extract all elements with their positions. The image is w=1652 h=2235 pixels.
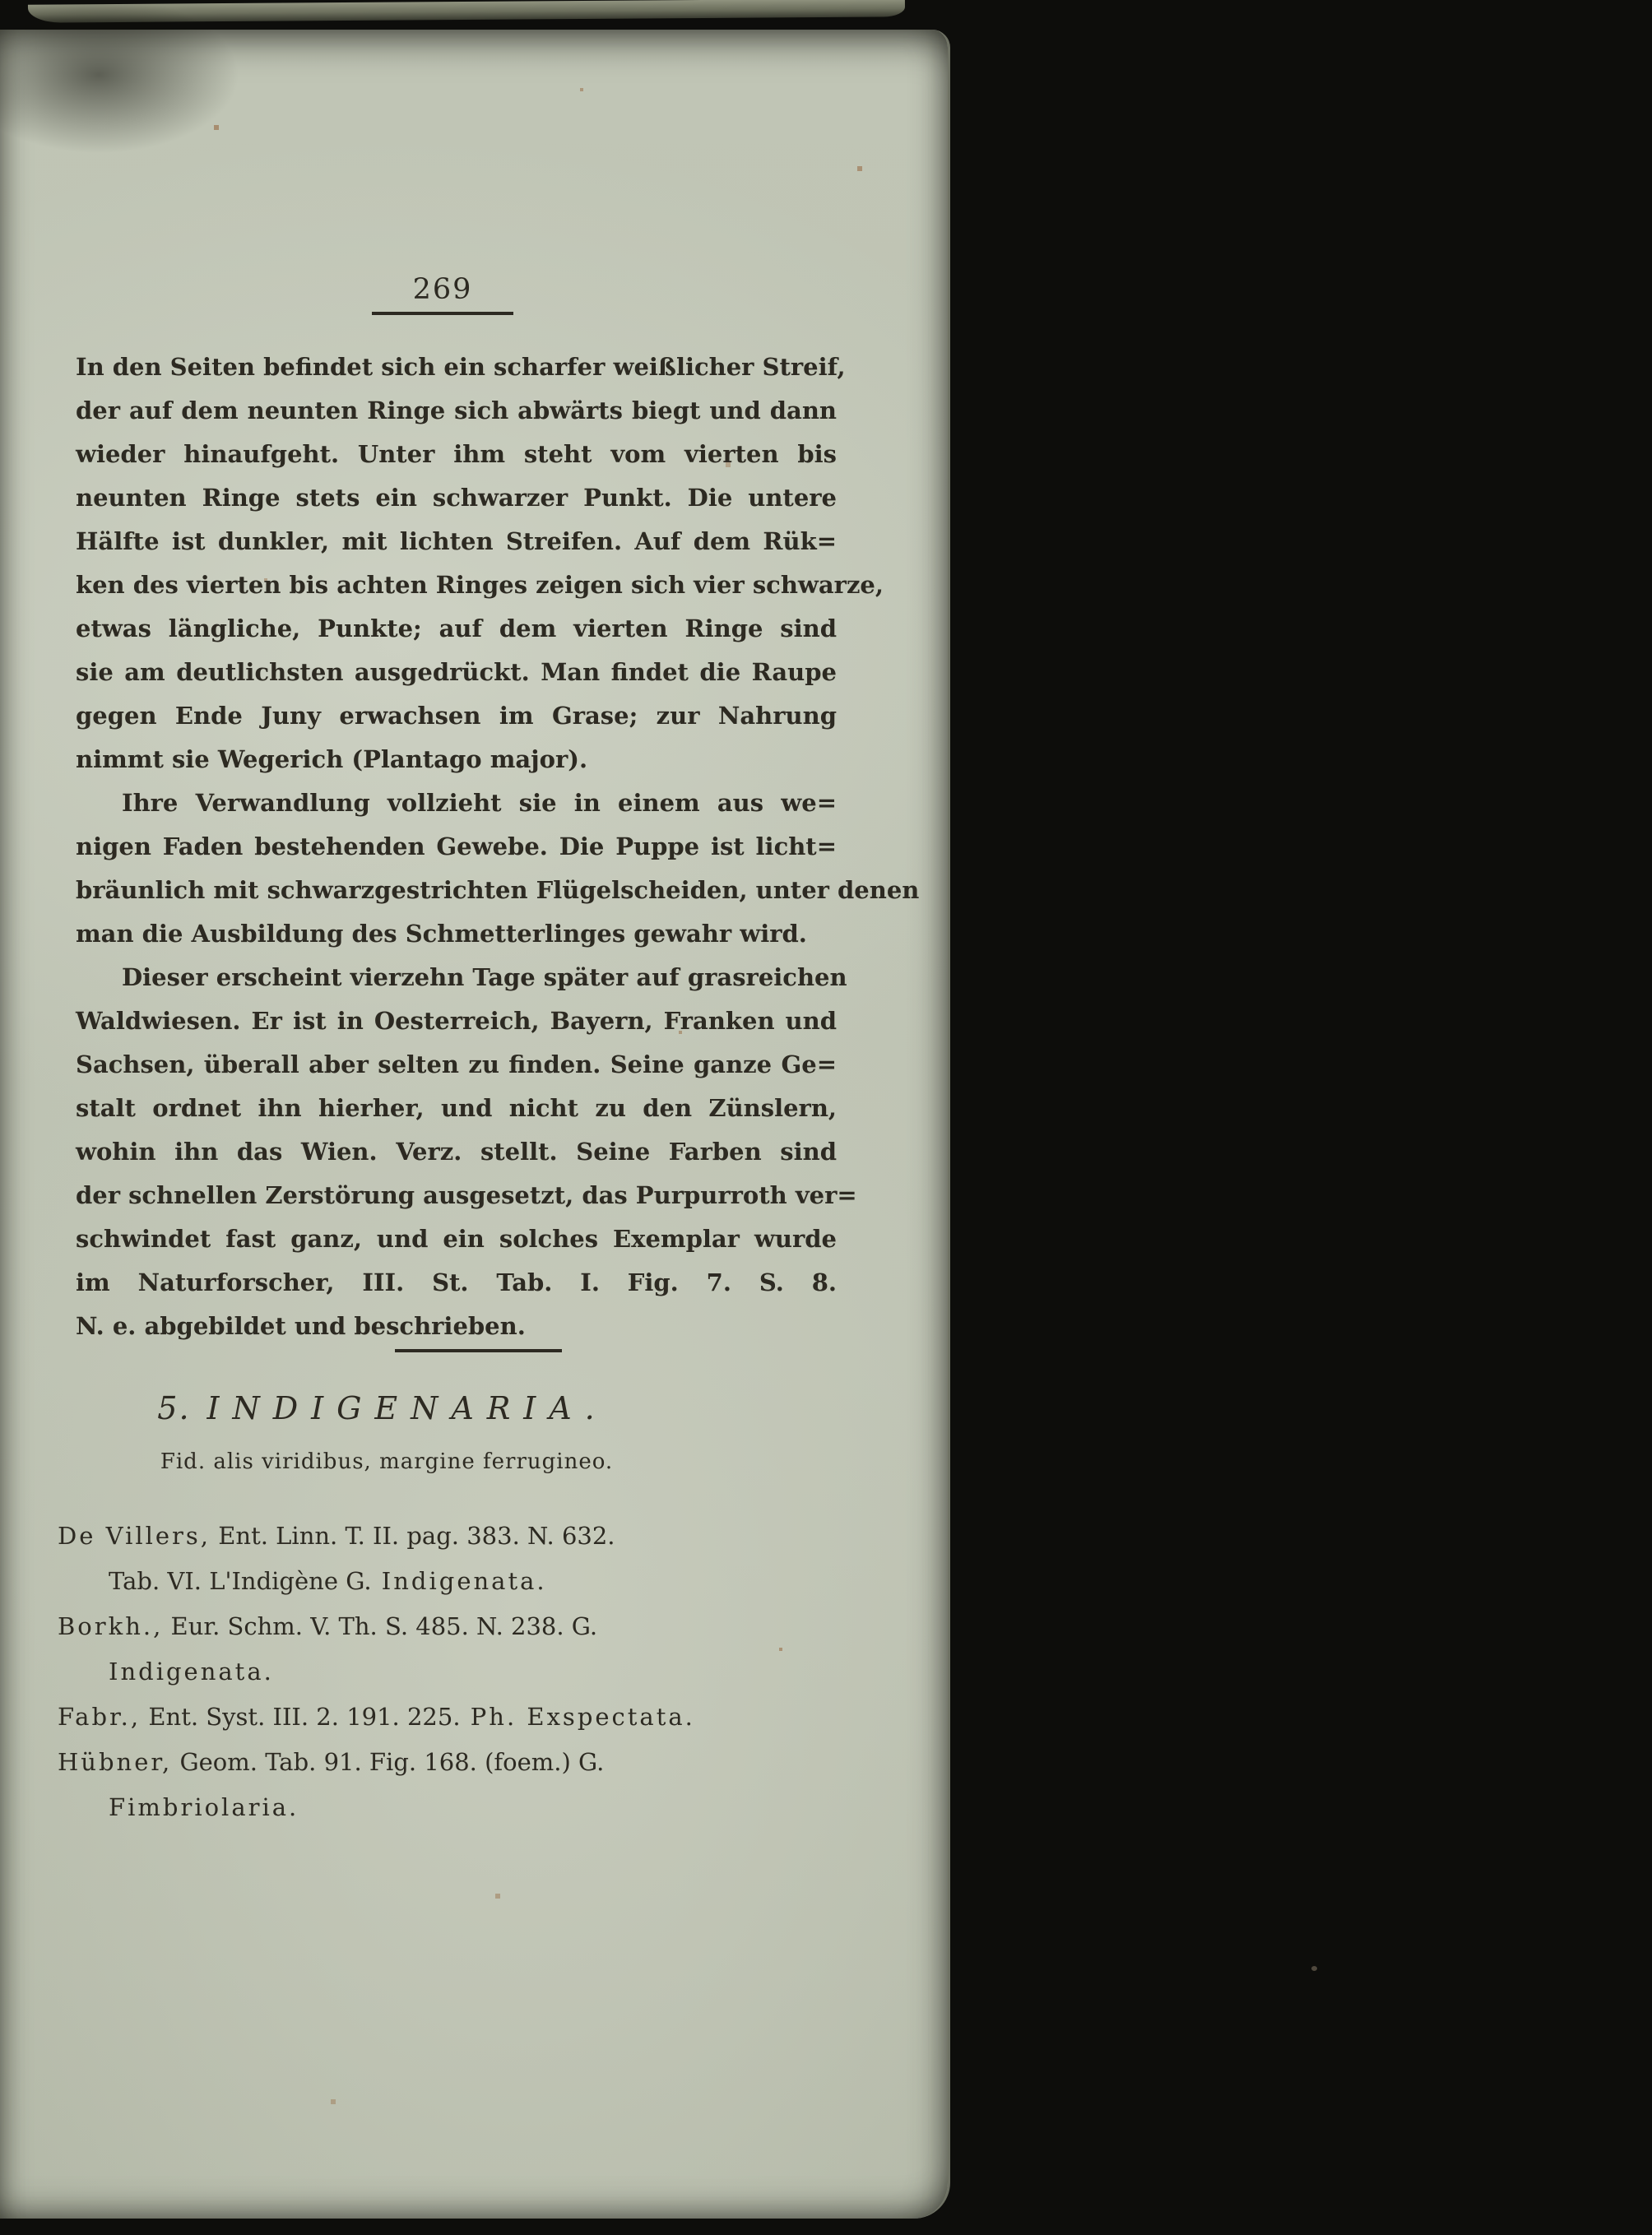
paper-speckles: [0, 30, 2, 31]
text-line: Waldwiesen. Er ist in Oesterreich, Bayern, Franken und: [76, 1007, 837, 1035]
book-page: [0, 30, 950, 2219]
citation-text: Ent. Syst. III. 2. 191. 225.: [141, 1703, 461, 1731]
bibliography-line: [58, 1514, 847, 1559]
citation-text: Eur. Schm. V. Th. S. 485. N. 238. G.: [163, 1612, 598, 1640]
text-line: man die Ausbildung des Schmetterlinges gewahr wird.: [76, 920, 807, 948]
citation-text: Tab. VI. L'Indigène G.: [109, 1567, 372, 1595]
text-line: gegen Ende Juny erwachsen im Grase; zur Nahrung: [76, 702, 837, 730]
paragraph-1: [76, 345, 884, 781]
text-line: stalt ordnet ihn hierher, und nicht zu den Zünslern,: [76, 1094, 837, 1122]
body-text: [76, 345, 920, 1348]
text-line: nimmt sie Wegerich (Plantago major).: [76, 745, 588, 773]
author-name: De Villers,: [58, 1522, 211, 1550]
text-line: Dieser erscheint vierzehn Tage später auf grasreichen: [122, 963, 847, 991]
text-line: der schnellen Zerstörung ausgesetzt, das Purpurroth ver=: [76, 1181, 857, 1209]
paragraph-3: [76, 956, 857, 1348]
section-number: 5.: [157, 1390, 191, 1426]
text-line: Sachsen, überall aber selten zu finden. Seine ganze Ge=: [76, 1050, 837, 1078]
text-line: etwas längliche, Punkte; auf dem vierten Ringe sind: [76, 614, 837, 642]
text-line: sie am deutlichsten ausgedrückt. Man findet die Raupe: [76, 658, 837, 686]
section-heading: [82, 1390, 683, 1426]
bibliography-line: [58, 1695, 847, 1740]
text-line: schwindet fast ganz, und ein solches Exemplar wurde: [76, 1225, 837, 1253]
species-name: Indigenata.: [109, 1658, 274, 1686]
author-name: Fabr.,: [58, 1703, 142, 1731]
dust-speck: [1311, 1966, 1317, 1971]
text-line: nigen Faden bestehenden Gewebe. Die Puppe ist licht=: [76, 832, 837, 860]
paragraph-2: [76, 781, 920, 956]
text-line: im Naturforscher, III. St. Tab. I. Fig. 7. S. 8.: [76, 1268, 837, 1296]
section-divider: [395, 1349, 562, 1352]
bibliography: [58, 1514, 847, 1830]
section-title: INDIGENARIA.: [206, 1390, 608, 1426]
bibliography-line: [58, 1559, 847, 1604]
bibliography-line: [58, 1604, 847, 1649]
citation-text: Ent. Linn. T. II. pag. 383. N. 632.: [211, 1522, 615, 1550]
citation-text: Geom. Tab. 91. Fig. 168. (foem.) G.: [172, 1748, 605, 1776]
text-line: neunten Ringe stets ein schwarzer Punkt. Die untere: [76, 484, 837, 512]
text-line: bräunlich mit schwarzgestrichten Flügelscheiden, unter denen: [76, 876, 920, 904]
text-line: wieder hinaufgeht. Unter ihm steht vom vierten bis: [76, 440, 837, 468]
paper-shading: [0, 0, 239, 153]
text-line: In den Seiten befindet sich ein scharfer weißlicher Streif,: [76, 353, 846, 381]
text-line: Hälfte ist dunkler, mit lichten Streifen. Auf dem Rük=: [76, 527, 837, 555]
bibliography-line: [58, 1649, 847, 1695]
text-line: N. e. abgebildet und beschrieben.: [76, 1312, 526, 1340]
section-subtitle: Fid. alis viridibus, margine ferrugineo.: [160, 1449, 614, 1474]
text-line: ken des vierten bis achten Ringes zeigen sich vier schwarze,: [76, 571, 884, 599]
bibliography-line: [58, 1785, 847, 1830]
bibliography-line: [58, 1740, 847, 1785]
author-name: Borkh.,: [58, 1612, 164, 1640]
species-name: Indigenata.: [371, 1567, 547, 1595]
text-line: wohin ihn das Wien. Verz. stellt. Seine Farben sind: [76, 1138, 837, 1166]
text-line: Ihre Verwandlung vollzieht sie in einem aus we=: [122, 789, 837, 817]
species-name: Ph. Exspectata.: [460, 1703, 695, 1731]
text-line: der auf dem neunten Ringe sich abwärts biegt und dann: [76, 396, 837, 424]
author-name: Hübner,: [58, 1748, 173, 1776]
species-name: Fimbriolaria.: [109, 1793, 299, 1821]
page-number: 269: [372, 273, 513, 315]
